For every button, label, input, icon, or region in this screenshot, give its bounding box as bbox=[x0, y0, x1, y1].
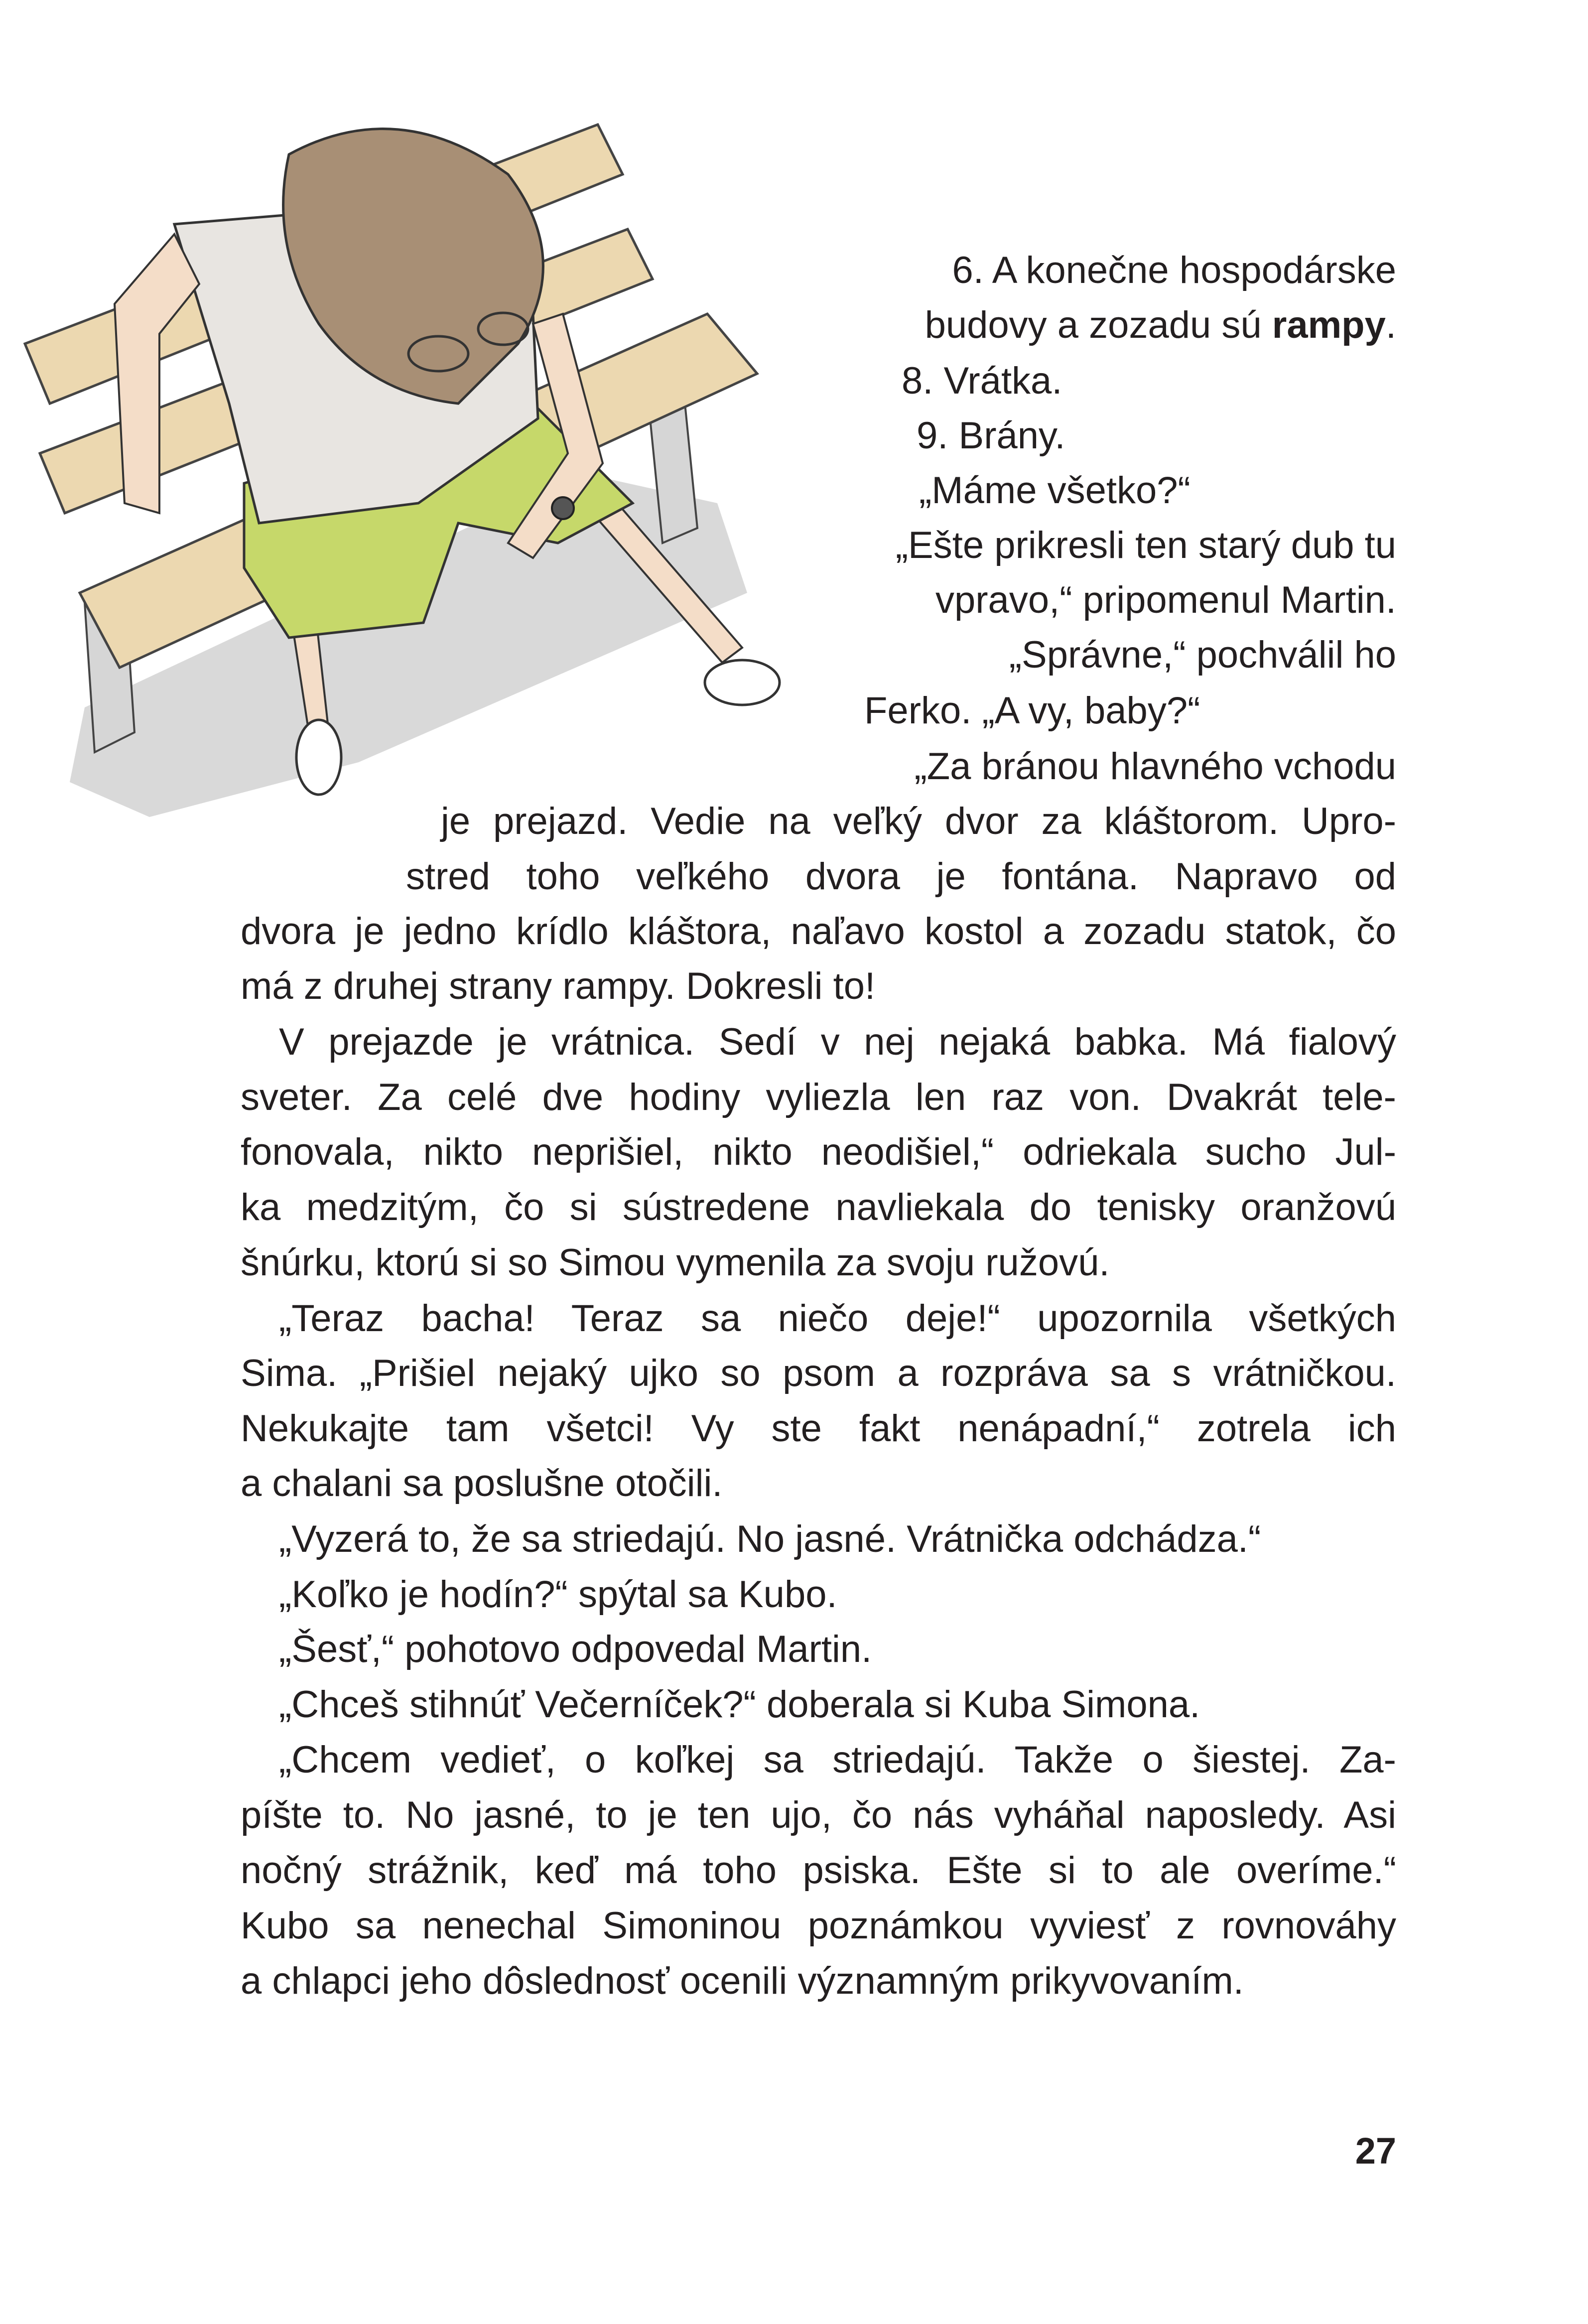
text-line bbox=[925, 298, 1396, 353]
text-line: nočný strážnik, keď má toho psiska. Ešte si to ale overíme.“ bbox=[241, 1849, 1396, 1892]
text-line: 9. Brány. bbox=[917, 414, 1065, 457]
text-line: a chlapci jeho dôslednosť ocenili významným prikyvovaním. bbox=[241, 1960, 1244, 2002]
text-line: vpravo,“ pripomenul Martin. bbox=[935, 579, 1396, 621]
bold-term: rampy bbox=[1272, 304, 1386, 346]
text-line: fonovala, nikto neprišiel, nikto neodišiel,“ odriekala sucho Jul- bbox=[241, 1131, 1396, 1173]
text-line: „Máme všetko?“ bbox=[919, 469, 1191, 512]
text-line: sveter. Za celé dve hodiny vyliezla len raz von. Dvakrát tele- bbox=[241, 1076, 1396, 1118]
text-line: „Správne,“ pochválil ho bbox=[1009, 634, 1396, 676]
text-line: je prejazd. Vedie na veľký dvor za kláštorom. Upro- bbox=[441, 800, 1396, 842]
text-line: „Koľko je hodín?“ spýtal sa Kubo. bbox=[279, 1573, 837, 1616]
text-line: „Vyzerá to, že sa striedajú. No jasné. Vrátnička odchádza.“ bbox=[279, 1518, 1261, 1560]
watch-icon bbox=[552, 497, 574, 519]
boy-shoe bbox=[296, 720, 341, 795]
text-line: stred toho veľkého dvora je fontána. Napravo od bbox=[406, 855, 1396, 898]
text-line: „Ešte prikresli ten starý dub tu bbox=[895, 524, 1396, 566]
text-line: „Chceš stihnúť Večerníček?“ doberala si Kuba Simona. bbox=[279, 1683, 1200, 1726]
text-line: 8. Vrátka. bbox=[902, 360, 1062, 402]
text-line: „Chcem vedieť, o koľkej sa striedajú. Takže o šiestej. Za- bbox=[279, 1739, 1396, 1781]
text-segment: budovy a zozadu sú bbox=[925, 304, 1272, 346]
text-line: V prejazde je vrátnica. Sedí v nej nejaká babka. Má fialový bbox=[279, 1021, 1396, 1063]
text-line: dvora je jedno krídlo kláštora, naľavo kostol a zozadu statok, čo bbox=[241, 910, 1396, 953]
text-line: 6. A konečne hospodárske bbox=[952, 249, 1396, 291]
text-line: šnúrku, ktorú si so Simou vymenila za svoju ružovú. bbox=[241, 1241, 1110, 1284]
text-line: Ferko. „A vy, baby?“ bbox=[864, 689, 1200, 732]
boy-on-bench-illustration bbox=[10, 95, 837, 842]
text-line: Sima. „Prišiel nejaký ujko so psom a rozpráva sa s vrátničkou. bbox=[241, 1352, 1396, 1394]
text-line: „Šesť,“ pohotovo odpovedal Martin. bbox=[279, 1628, 872, 1670]
text-line: píšte to. No jasné, to je ten ujo, čo nás vyháňal naposledy. Asi bbox=[241, 1794, 1396, 1836]
boy-arm bbox=[115, 234, 199, 513]
text-line: a chalani sa poslušne otočili. bbox=[241, 1462, 723, 1504]
boy-shoe bbox=[705, 660, 780, 705]
text-line: Nekukajte tam všetci! Vy ste fakt nenápadní,“ zotrela ich bbox=[241, 1407, 1396, 1450]
text-line: „Teraz bacha! Teraz sa niečo deje!“ upozornila všetkých bbox=[279, 1297, 1396, 1340]
text-line: ka medzitým, čo si sústredene navliekala do tenisky oranžovú bbox=[241, 1186, 1396, 1229]
text-line: Kubo sa nenechal Simoninou poznámkou vyviesť z rovnováhy bbox=[241, 1905, 1396, 1947]
text-segment: . bbox=[1385, 304, 1396, 346]
page-number: 27 bbox=[1355, 2130, 1396, 2172]
text-line: „Za bránou hlavného vchodu bbox=[914, 745, 1396, 788]
text-line: má z druhej strany rampy. Dokresli to! bbox=[241, 965, 876, 1007]
